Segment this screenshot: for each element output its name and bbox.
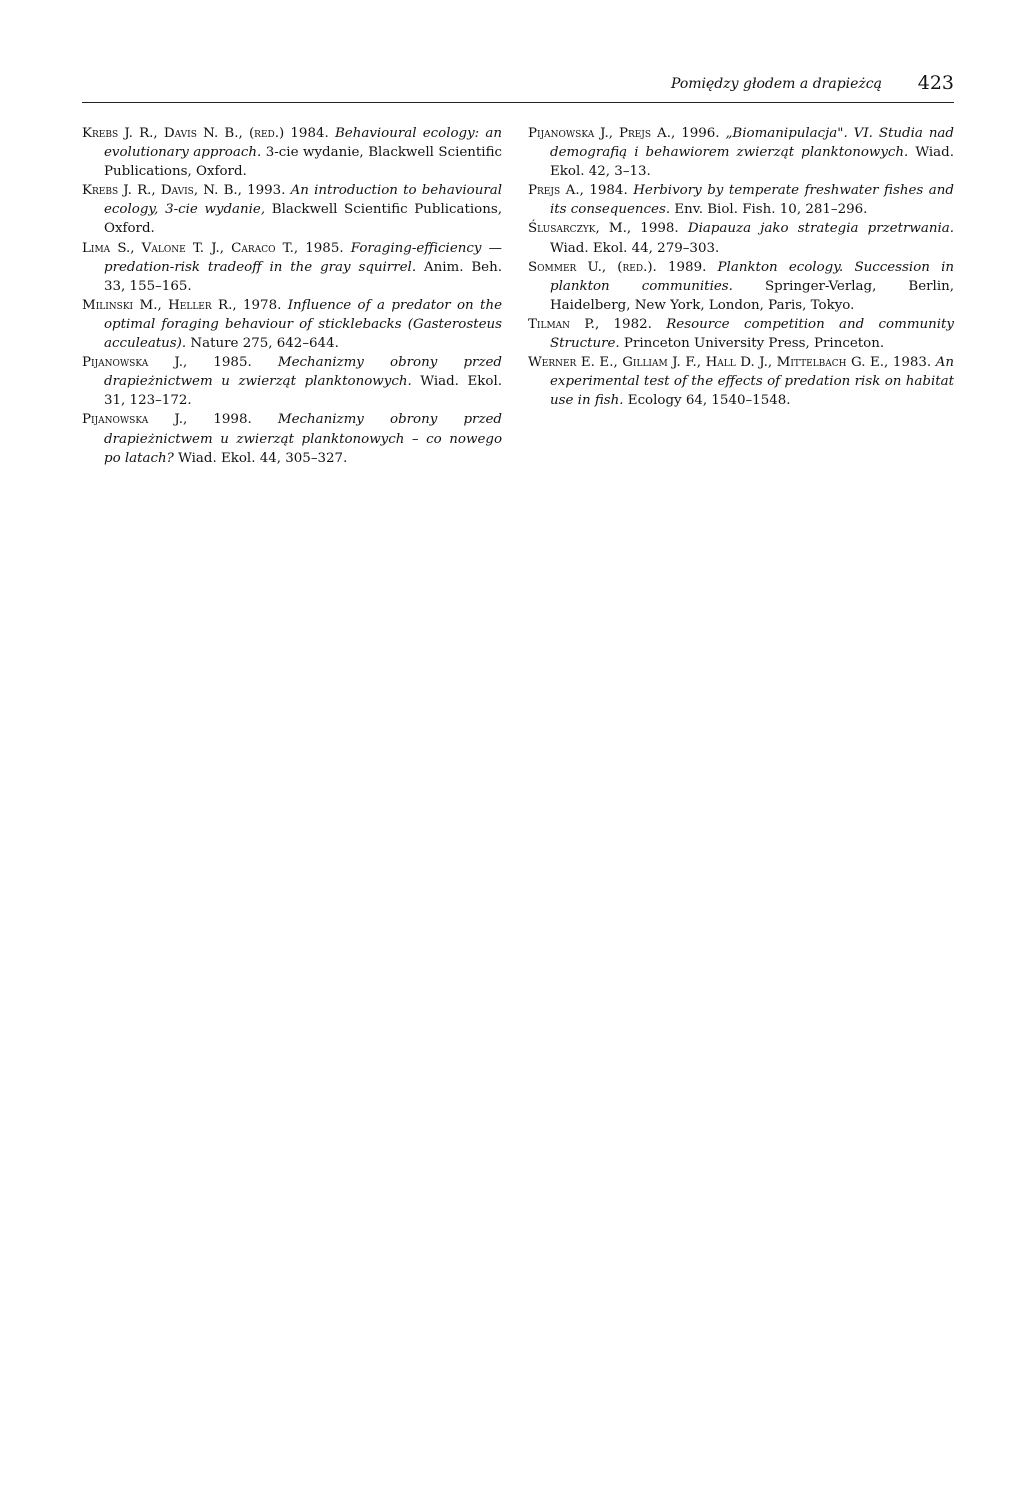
reference-year: 1998. <box>631 221 688 237</box>
reference-source: Springer-Verlag, Berlin, Haidelberg, New York, London, Paris, Tokyo. <box>550 278 954 313</box>
page-number: 423 <box>917 72 954 94</box>
reference-year: 1996. <box>675 126 726 141</box>
reference-entry <box>528 258 954 315</box>
reference-title: Resource competition and community Structure. <box>550 316 954 352</box>
reference-entry <box>82 124 502 181</box>
reference-source: Wiad. Ekol. 42, 3–13. <box>550 145 954 180</box>
reference-entry <box>82 239 502 296</box>
reference-authors: Prejs A., <box>528 183 584 199</box>
reference-title: An introduction to behavioural ecology, 3-cie wydanie, <box>104 183 503 218</box>
reference-year: 1984. <box>284 126 335 141</box>
reference-authors: Pijanowska J., <box>82 412 188 428</box>
reference-year: 1985. <box>187 355 278 371</box>
reference-authors: Pijanowska J., Prejs A., <box>528 126 676 141</box>
reference-authors: Lima S., Valone T. J., Caraco T., <box>82 240 299 256</box>
reference-authors: Krebs J. R., Davis N. B., (red.) <box>82 126 285 141</box>
references-right-column <box>528 124 954 410</box>
reference-year: 1985. <box>298 240 351 256</box>
reference-source: Nature 275, 642–644. <box>186 336 339 352</box>
reference-source: Princeton University Press, Princeton. <box>619 336 885 352</box>
reference-title: Mechanizmy obrony przed drapieżnictwem u zwierząt planktonowych – co nowego po latach? <box>104 412 502 466</box>
reference-source: Blackwell Scientific Publications, Oxford. <box>104 202 502 237</box>
reference-source: Wiad. Ekol. 31, 123–172. <box>104 374 502 409</box>
reference-year: 1984. <box>583 183 634 199</box>
reference-entry <box>528 315 954 353</box>
reference-entry <box>528 181 954 219</box>
reference-title: Herbivory by temperate freshwater fishes and its consequences. <box>550 183 954 218</box>
page-header <box>82 72 954 103</box>
reference-entry <box>528 353 954 410</box>
reference-authors: Krebs J. R., Davis, N. B., <box>82 183 242 199</box>
reference-source: Ecology 64, 1540–1548. <box>623 393 791 409</box>
reference-entry <box>82 296 502 353</box>
reference-title: Plankton ecology. Succession in plankton communities. <box>550 259 954 294</box>
reference-authors: Ślusarczyk, M., <box>528 221 632 237</box>
reference-source: Env. Biol. Fish. 10, 281–296. <box>670 202 868 218</box>
reference-year: 1989. <box>656 259 718 275</box>
references-left-column <box>82 124 502 468</box>
reference-title: Mechanizmy obrony przed drapieżnictwem u zwierząt planktonowych. <box>104 355 502 390</box>
reference-entry <box>82 353 502 410</box>
reference-title: „Biomanipulacja". VI. Studia nad demografią i behawiorem zwierząt planktonowych. <box>550 126 954 161</box>
reference-entry <box>82 181 502 238</box>
reference-entry <box>528 219 954 257</box>
reference-source: Anim. Beh. 33, 155–165. <box>104 259 502 294</box>
reference-source: Wiad. Ekol. 44, 305–327. <box>173 450 348 466</box>
reference-entry <box>82 410 502 467</box>
running-title: Pomiędzy głodem a drapieżcą <box>670 76 882 92</box>
reference-year: 1993. <box>241 183 291 199</box>
reference-year: 1982. <box>599 316 667 332</box>
reference-authors: Werner E. E., Gilliam J. F., Hall D. J., Mittelbach G. E., <box>528 355 889 371</box>
reference-authors: Sommer U., (red.). <box>528 259 657 275</box>
reference-title: Behavioural ecology: an evolutionary approach. <box>104 126 502 161</box>
reference-authors: Tilman P., <box>528 316 600 332</box>
reference-title: Foraging-efficiency — predation-risk tradeoff in the gray squirrel. <box>104 240 502 275</box>
reference-entry <box>528 124 954 181</box>
reference-title: Influence of a predator on the optimal foraging behaviour of sticklebacks (Gasterosteus acculeatus). <box>104 297 502 352</box>
reference-source: 3-cie wydanie, Blackwell Scientific Publications, Oxford. <box>104 145 503 180</box>
reference-year: 1978. <box>236 297 288 313</box>
reference-title: Diapauza jako strategia przetrwania. <box>687 221 954 237</box>
reference-year: 1998. <box>187 412 278 428</box>
reference-title: An experimental test of the effects of predation risk on habitat use in fish. <box>550 355 954 409</box>
reference-source: Wiad. Ekol. 44, 279–303. <box>550 240 720 256</box>
reference-authors: Milinski M., Heller R., <box>82 297 237 313</box>
reference-authors: Pijanowska J., <box>82 355 188 371</box>
reference-year: 1983. <box>888 355 936 371</box>
